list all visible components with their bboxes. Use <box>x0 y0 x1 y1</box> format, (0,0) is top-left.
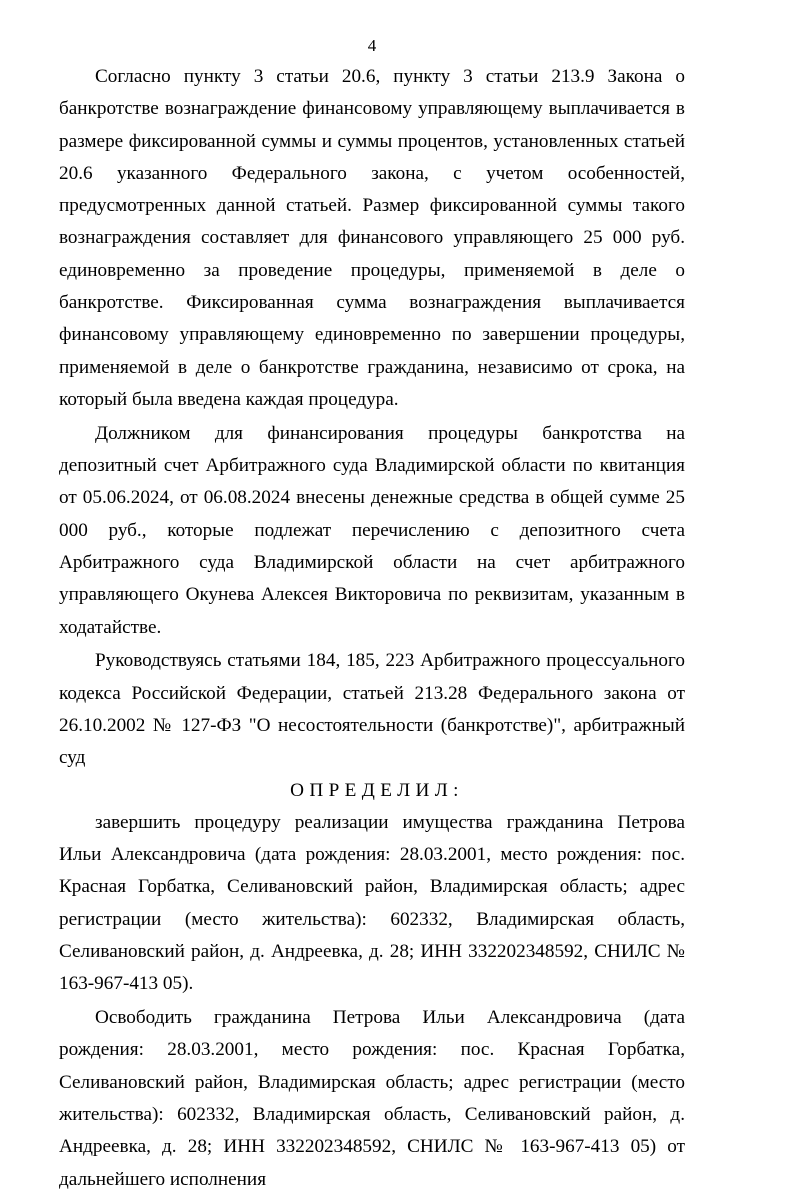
paragraph-remuneration: Согласно пункту 3 статьи 20.6, пункту 3 статьи 213.9 Закона о банкротстве вознаграждение финансовому управляющему выплачивается в размере фиксированной суммы и суммы процентов, установленных статьей 20.6 указанного Федерального закона, с учетом особенностей, предусмотренных данной статьей. Размер фиксированной суммы такого вознаграждения составляет для финансового управляющего 25 000 руб. единовременно за проведение процедуры, применяемой в деле о банкротстве. Фиксированная сумма вознаграждения выплачивается финансовому управляющему единовременно по завершении процедуры, применяемой в деле о банкротстве гражданина, независимо от срока, на который была введена каждая процедура. <box>59 66 685 410</box>
document-body <box>59 61 685 1196</box>
page-number: 4 <box>367 36 377 55</box>
paragraph-complete-procedure: завершить процедуру реализации имущества гражданина Петрова Ильи Александровича (дата рождения: 28.03.2001, место рождения: пос. Красная Горбатка, Селивановский район, Владимирская область; адрес регистрации (место жительства): 602332, Владимирская область, Селивановский район, д. Андреевка, д. 28; ИНН 332202348592, СНИЛС № 163-967-413 05). <box>59 811 685 995</box>
ruling-heading: ОПРЕДЕЛИЛ: <box>290 779 464 801</box>
paragraph-release-debtor: Освободить гражданина Петрова Ильи Александровича (дата рождения: 28.03.2001, место рождения: пос. Красная Горбатка, Селивановский район, Владимирская область; адрес регистрации (место жительства): 602332, Владимирская область, Селивановский район, д. Андреевка, д. 28; ИНН 332202348592, СНИЛС № 163-967-413 05) от дальнейшего исполнения <box>59 1007 685 1190</box>
paragraph-legal-basis: Руководствуясь статьями 184, 185, 223 Арбитражного процессуального кодекса Российской Федерации, статьей 213.28 Федерального закона от 26.10.2002 № 127-ФЗ "О несостоятельности (банкротстве)", арбитражный суд <box>59 650 685 769</box>
paragraph-deposit: Должником для финансирования процедуры банкротства на депозитный счет Арбитражного суда Владимирской области по квитанция от 05.06.2024, от 06.08.2024 внесены денежные средства в общей сумме 25 000 руб., которые подлежат перечислению с депозитного счета Арбитражного суда Владимирской области на счет арбитражного управляющего Окунева Алексея Викторовича по реквизитам, указанным в ходатайстве. <box>59 422 685 638</box>
